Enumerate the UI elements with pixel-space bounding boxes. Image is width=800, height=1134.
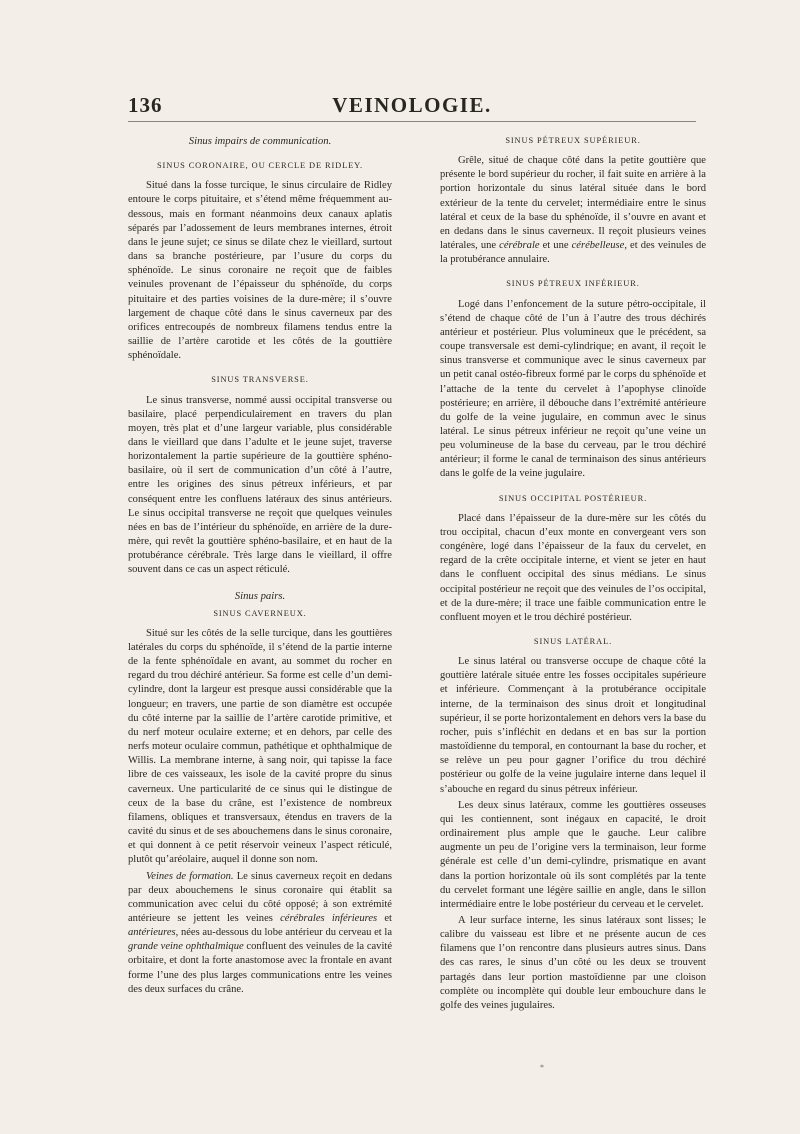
section-title-coronaire: SINUS CORONAIRE, OU CERCLE DE RIDLEY.	[157, 161, 363, 171]
paragraph-petreux-inferieur: Logé dans l’enfoncement de la suture pétro-occipitale, il s’étend de chaque côté de l’un à l’autre des trous déchirés antérieur et postérieur. Plus volumineux que le précédent, sa coupe transversale est demi-cylindrique; en avant, il reçoit le sinus transverse et communique avec le sinus caverneux par un petit canal ostéo-fibreux formé par le corps du sphénoïde et l’attache de la tente du cervelet à l’apophyse clinoïde postérieure; en arrière, il débouche dans l’extrémité antérieure du golfe de la veine jugulaire, en commun avec le sinus latéral. Le sinus pétreux inférieur ne reçoit qu’une veine un peu volumineuse de la base du cerveau, par le trou déchiré antérieur; il forme le canal de terminaison des sinus antérieurs dans le golfe de la veine jugulaire.	[440, 298, 706, 480]
paragraph-transverse: Le sinus transverse, nommé aussi occipital transverse ou basilaire, placé perpendiculairement en travers du plan moyen, très plat et d’une largeur variable, plus considérable dans le vieillard que dans l’adulte et le jeune sujet, traverse horizontalement la partie supérieure de la gouttière sphéno-basilaire, où il sert de communication d’un côté à l’autre, entre les origines des sinus pétreux inférieurs, et par conséquent entre les confluens latéraux des sinus antérieurs. Le sinus occipital transverse ne reçoit que quelques veinules nées en bas de l’intérieur du sphénoïde, en arrière de la dure-mère, qui revêt la gouttière sphéno-basilaire, et en haut de la protubérance cérébrale. Très large dans le vieillard, il offre souvent dans ce cas un aspect réticulé.	[128, 394, 392, 576]
italic-term: cérébrale	[499, 240, 540, 252]
footer-mark: *	[540, 1063, 544, 1072]
text-segment: , nées au-dessous du lobe antérieur du cerveau et la	[175, 927, 392, 939]
italic-term: cérébrales inférieures	[280, 912, 378, 924]
page-number: 136	[128, 93, 163, 117]
italic-term: antérieures	[128, 927, 176, 939]
paragraph-caverneux-2	[128, 870, 392, 997]
italic-term: grande veine ophthalmique	[128, 941, 244, 953]
left-column	[128, 134, 392, 997]
paragraph-coronaire: Situé dans la fosse turcique, le sinus circulaire de Ridley entoure le corps pituitaire, et s’étend même fréquemment au-dessous, mais en formant néanmoins deux canaux aplatis séparés par l’adossement de leurs membranes internes, étroit dans le jeune sujet; ce sinus se dilate chez le vieillard, surtout dans sa branche postérieure, par l’usure du corps du sphénoïde. Le sinus coronaire ne reçoit que de faibles veinules provenant de l’épaisseur du sphénoïde, du corps pituitaire et des parties voisines de la dure-mère; il s’ouvre largement de chaque côté dans le sinus caverneux par des orifices entrecoupés de nombreux filamens tendus entre la saillie de l’artère carotide et les côtés de la gouttière sphénoïdale.	[128, 180, 392, 362]
paragraph-lateral-3: A leur surface interne, les sinus latéraux sont lisses; le calibre du vaisseau est libre et ne présente aucun de ces filamens que l’on rencontre dans plusieurs autres sinus. Dans des cas rares, le sinus d’un côté ou les deux se trouvent partagés dans leur portion mastoïdienne par une cloison complète ou incomplète qui double leur embouchure dans le golfe des veines jugulaires.	[440, 914, 706, 1011]
header-rule	[128, 121, 696, 122]
text-segment: et une	[539, 240, 572, 252]
text-segment: , et des veinules de la protubérance annulaire.	[440, 240, 706, 266]
section-title-occipital-posterieur: SINUS OCCIPITAL POSTÉRIEUR.	[498, 493, 648, 503]
text-segment: Grêle, situé de chaque côté dans la petite gouttière que présente le bord supérieur du rocher, il fait suite en arrière à la portion horizontale du sinus latéral située dans le bord extérieur de la tente du cervelet; intermédiaire entre le sinus latéral et ceux de la base du sphénoïde, il s’ouvre en avant et en dedans dans le sinus caverneux. Il reçoit plusieurs veines latérales, une	[440, 155, 706, 252]
paragraph-occipital-posterieur: Placé dans l’épaisseur de la dure-mère sur les côtés du trou occipital, chacun d’eux monte en convergeant vers son congénère, logé dans l’épaisseur de la faux du cervelet, en regard de la crête occipitale interne, et vient se jeter en haut dans le confluent occipital des sinus médians. Le sinus occipital postérieur ne reçoit que des veinules de l’os occipital, et de la dure-mère; il trace une faible communication entre le confluent moyen et le trou déchiré postérieur.	[440, 512, 706, 623]
section-title-caverneux: SINUS CAVERNEUX.	[213, 608, 307, 618]
subhead-sinus-pairs: Sinus pairs.	[234, 589, 286, 602]
page-header	[128, 93, 696, 123]
text-segment: et	[377, 912, 392, 924]
section-title-lateral: SINUS LATÉRAL.	[533, 637, 613, 646]
section-title-petreux-superieur: SINUS PÉTREUX SUPÉRIEUR.	[505, 136, 641, 145]
paragraph-caverneux-1: Situé sur les côtés de la selle turcique, dans les gouttières latérales du corps du sphénoïde, il s’étend de la partie interne de la fente sphénoïdale en avant, au sommet du rocher en regard du trou déchiré antérieur. Sa forme est celle d’un demi-cylindre, dont la largeur est presque aussi considérable que la longueur; en travers, une partie de son diamètre est occupée du côté interne par la saillie de l’artère carotide primitive, et du nerf moteur oculaire externe; et en dehors, par celle des nerfs moteur oculaire commun, pathétique et ophthalmique de Willis. La membrane interne, à sang noir, qui tapisse la face libre de ces vaisseaux, les isole de la cavité propre du sinus caverneux. Une particularité de ce sinus qui le distingue de ceux de la base du crâne, est l’existence de nombreux filamens, obliques et transversaux, étendus en travers de la cavité du sinus et de ses abouchemens dans le sinus coronaire, et qui donnent à ce petit réservoir veineux l’aspect réticulé, plutôt qu’aréolaire, auquel il donne son nom.	[128, 627, 392, 866]
veines-formation-label: Veines de formation.	[146, 870, 234, 882]
section-title-petreux-inferieur: SINUS PÉTREUX INFÉRIEUR.	[506, 279, 640, 289]
paragraph-lateral-1: Le sinus latéral ou transverse occupe de chaque côté la gouttière latérale située entre les fosses occipitales supérieure et inférieure. Commençant à la protubérance occipitale interne, de la terminaison des sinus droit et longitudinal supérieur, il se porte horizontalement en dehors vers la base du rocher, puis s’infléchit en dedans et en bas sur la portion mastoïdienne du temporal, en contournant la base du rocher, et se relève un peu pour gagner l’orifice du trou déchiré postérieur ou golfe de la veine jugulaire interne dans lequel il s’abouche en regard du sinus pétreux inférieur.	[440, 656, 706, 795]
subhead-sinus-impairs: Sinus impairs de communication.	[188, 135, 332, 147]
text-segment: Le sinus caverneux reçoit en dedans par deux abouchemens le sinus coronaire qui établit sa communication avec celui du côté opposé; à son extrémité antérieure se jettent les veines	[128, 870, 392, 924]
section-title-transverse: SINUS TRANSVERSE.	[211, 375, 309, 385]
running-title: VEINOLOGIE.	[332, 93, 492, 117]
paragraph-lateral-2: Les deux sinus latéraux, comme les gouttières osseuses qui les contiennent, sont inégaux en capacité, le droit ordinairement plus ample que le gauche. Leur calibre augmente un peu de l’origine vers la terminaison, leur forme générale est celle d’un demi-cylindre, prismatique en avant dans la portion horizontale où ils sont complétés par la tente du cervelet formant une légère saillie en angle, dans le sillon intermédiaire entre le lobe postérieur du cerveau et le cervelet.	[440, 799, 706, 910]
italic-term: cérébelleuse	[571, 240, 625, 252]
paragraph-petreux-superieur	[440, 154, 706, 267]
right-column	[440, 134, 706, 1013]
text-segment: confluent des veinules de la cavité orbitaire, et dont la forte anastomose avec la frontale en avant forme l’une des plus larges communications entre les veines des deux surfaces du crâne.	[128, 941, 392, 995]
